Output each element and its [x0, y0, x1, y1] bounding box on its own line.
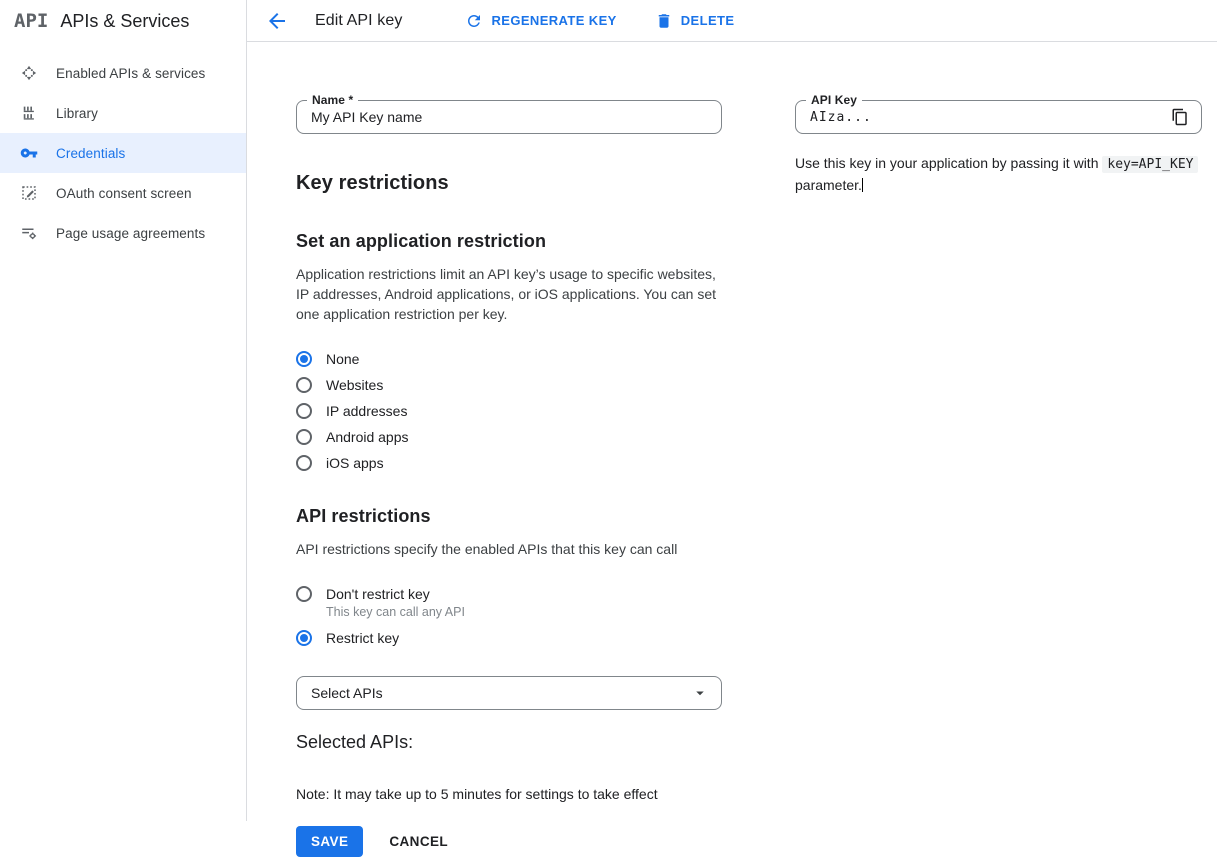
radio-icon [296, 351, 312, 367]
sidebar-item-label: Page usage agreements [56, 225, 206, 241]
api-restrictions-radio-group [296, 581, 722, 651]
api-restrictions-heading: API restrictions [296, 506, 431, 526]
dont-restrict-key-sublabel: This key can call any API [326, 605, 465, 619]
save-button[interactable]: SAVE [296, 826, 363, 857]
library-icon [20, 104, 38, 122]
api-key-code-chip: key=API_KEY [1102, 156, 1198, 173]
radio-restrict-key[interactable]: Restrict key [296, 625, 722, 651]
radio-dont-restrict-key[interactable]: Don't restrict key [296, 581, 722, 607]
text-cursor [862, 178, 863, 192]
help-text-after: parameter. [795, 177, 862, 193]
trash-icon [655, 12, 673, 30]
api-key-field-value: AIza... [810, 109, 872, 125]
page-header [247, 0, 1217, 42]
api-restrictions-description: API restrictions specify the enabled APIs that this key can call [296, 541, 678, 557]
apis-icon [20, 64, 38, 82]
name-field[interactable] [296, 93, 722, 134]
radio-ios-apps[interactable]: iOS apps [296, 450, 722, 476]
api-key-field-label: API Key [806, 93, 862, 107]
sidebar-item-label: Credentials [56, 145, 126, 161]
cancel-button[interactable]: CANCEL [389, 834, 449, 849]
radio-ip-addresses[interactable]: IP addresses [296, 398, 722, 424]
radio-websites[interactable]: Websites [296, 372, 722, 398]
app-header [0, 0, 246, 42]
edit-key-form [296, 93, 722, 857]
sidebar-item-enabled-apis[interactable] [0, 53, 246, 93]
regenerate-key-button[interactable] [465, 12, 616, 30]
help-text-before: Use this key in your application by passing it with [795, 155, 1103, 171]
radio-icon [296, 455, 312, 471]
sidebar-item-oauth-consent[interactable] [0, 173, 246, 213]
delete-label: DELETE [680, 13, 735, 28]
application-restriction-radio-group [296, 346, 722, 476]
back-arrow-icon[interactable] [265, 9, 289, 33]
form-actions [296, 826, 722, 857]
oauth-icon [20, 184, 38, 202]
application-restriction-description: Application restrictions limit an API key’s usage to specific websites, IP addresses, Android applications, or iOS applications. You can set one application restriction per key. [296, 266, 717, 322]
api-logo: API [14, 10, 49, 32]
api-key-panel [795, 93, 1202, 195]
sidebar-item-credentials[interactable] [0, 133, 246, 173]
delete-button[interactable] [655, 12, 735, 30]
refresh-icon [465, 12, 483, 30]
agreements-icon [20, 224, 38, 242]
sidebar-item-library[interactable] [0, 93, 246, 133]
chevron-down-icon [691, 684, 709, 702]
app-title: APIs & Services [60, 10, 190, 31]
key-icon [20, 144, 38, 162]
sidebar-item-page-usage-agreements[interactable] [0, 213, 246, 253]
select-apis-value: Select APIs [311, 685, 383, 701]
radio-none[interactable]: None [296, 346, 722, 372]
radio-icon [296, 586, 312, 602]
note-text: Note: It may take up to 5 minutes for settings to take effect [296, 786, 658, 802]
select-apis-dropdown[interactable] [296, 676, 722, 710]
radio-icon [296, 429, 312, 445]
sidebar-item-label: OAuth consent screen [56, 185, 192, 201]
name-field-label: Name * [307, 93, 358, 107]
api-key-field [795, 93, 1202, 134]
sidebar-nav [0, 53, 246, 253]
regenerate-key-label: REGENERATE KEY [491, 13, 617, 28]
radio-android-apps[interactable]: Android apps [296, 424, 722, 450]
api-key-help-text [795, 153, 1202, 195]
copy-icon[interactable] [1171, 108, 1189, 126]
radio-icon [296, 403, 312, 419]
key-restrictions-heading: Key restrictions [296, 172, 449, 194]
sidebar-item-label: Enabled APIs & services [56, 65, 206, 81]
sidebar [0, 0, 247, 821]
radio-icon [296, 377, 312, 393]
page-title: Edit API key [315, 11, 403, 29]
radio-icon [296, 630, 312, 646]
name-field-value[interactable]: My API Key name [311, 109, 423, 125]
application-restriction-heading: Set an application restriction [296, 231, 547, 251]
selected-apis-heading: Selected APIs: [296, 732, 414, 752]
sidebar-item-label: Library [56, 105, 98, 121]
